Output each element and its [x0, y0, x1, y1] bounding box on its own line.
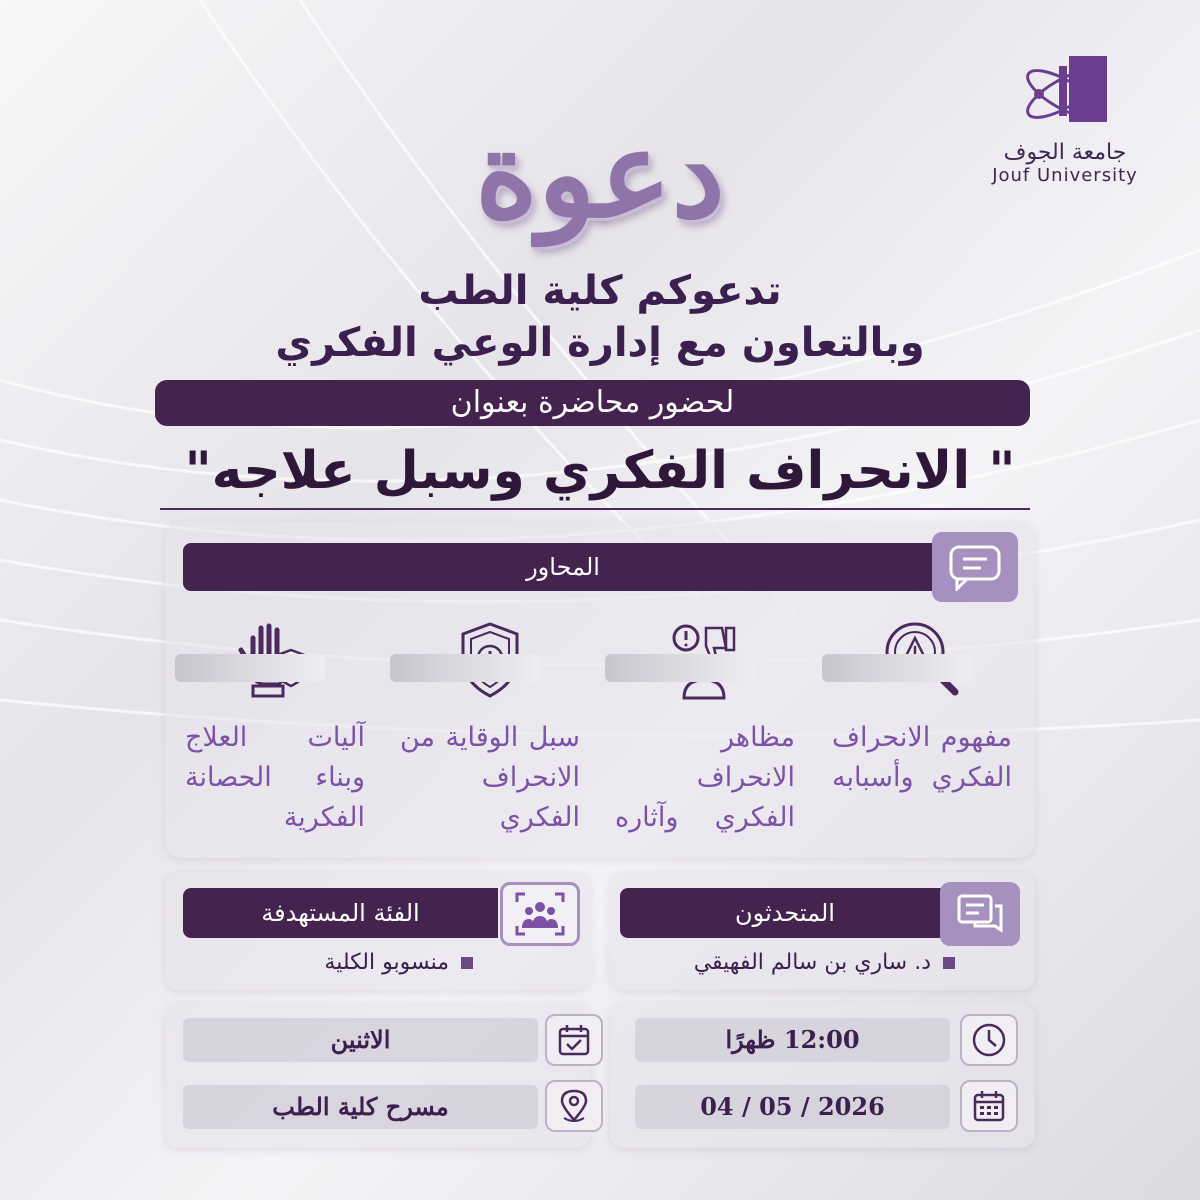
lecture-banner: لحضور محاضرة بعنوان [155, 380, 1030, 426]
axis-text: آليات العلاج وبناء الحصانة الفكرية [185, 722, 365, 833]
speaker-item [620, 950, 955, 975]
speaker-name: د. ساري بن سالم الفهيقي [693, 950, 931, 975]
axes-header: المحاور [183, 543, 943, 591]
invitation-line-2: وبالتعاون مع إدارة الوعي الفكري [275, 320, 925, 366]
axis-text: سبل الوقاية من الانحراف الفكري [400, 722, 580, 833]
invitation-line-1: تدعوكم كلية الطب [418, 268, 782, 314]
clock-icon [960, 1014, 1018, 1066]
lecture-title: " الانحراف الفكري وسبل علاجه" [184, 441, 1016, 501]
university-logo [980, 48, 1150, 198]
speech-bubbles-icon [940, 882, 1020, 946]
axis-pill [605, 654, 755, 682]
logo-name-en: Jouf University [992, 165, 1138, 186]
invitation-title: دعوة [475, 104, 725, 245]
date-value: 2026 / 05 / 04 [635, 1085, 950, 1129]
target-value: منسوبو الكلية [324, 950, 449, 975]
axis-pill [822, 654, 972, 682]
axis-item-4 [175, 620, 375, 838]
axis-text: مفهوم الانحراف الفكري وأسبابه [832, 722, 1012, 793]
atom-logo-icon [1015, 48, 1115, 138]
bullet-square [461, 957, 473, 969]
axis-item-1 [822, 620, 1022, 798]
time-value: 12:00 ظهرًا [635, 1018, 950, 1062]
target-header: الفئة المستهدفة [183, 888, 498, 938]
axis-item-2 [605, 620, 805, 838]
chat-lines-icon [932, 532, 1018, 602]
axis-pill [175, 654, 325, 682]
bullet-square [943, 957, 955, 969]
calendar-icon [960, 1080, 1018, 1132]
location-pin-icon [545, 1080, 603, 1132]
axis-pill [390, 654, 540, 682]
day-value: الاثنين [183, 1018, 538, 1062]
logo-name-ar: جامعة الجوف [1003, 140, 1127, 165]
axis-text: مظاهر الانحراف الفكري وآثاره [615, 722, 795, 833]
group-icon [500, 882, 580, 946]
speakers-header: المتحدثون [620, 888, 950, 938]
calendar-check-icon [545, 1014, 603, 1066]
target-item [183, 950, 473, 975]
divider [160, 508, 1030, 510]
axis-item-3 [390, 620, 590, 838]
place-value: مسرح كلية الطب [183, 1085, 538, 1129]
